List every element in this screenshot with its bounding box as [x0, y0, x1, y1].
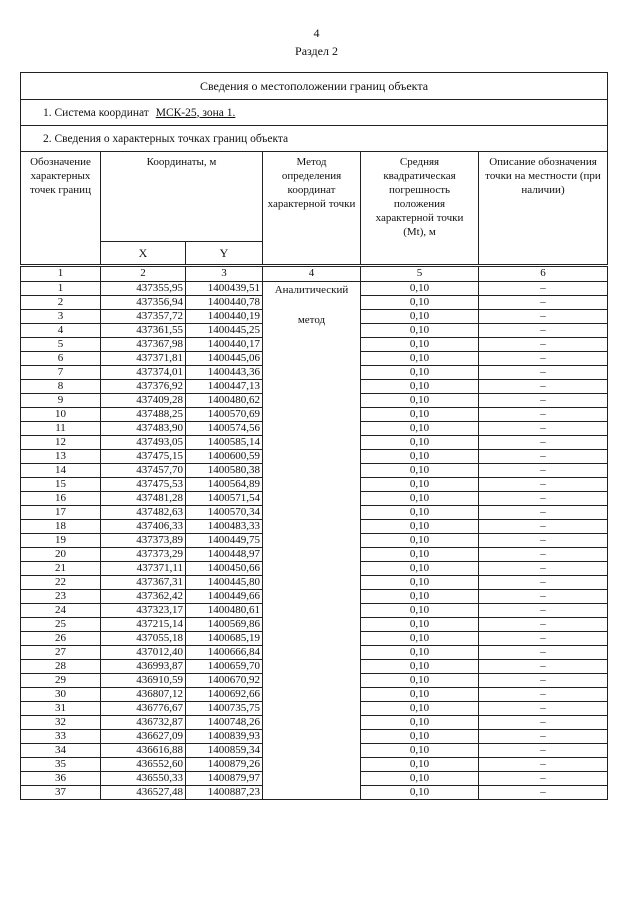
section-title: Раздел 2	[295, 44, 338, 58]
point-number: 15	[21, 478, 101, 492]
coord-y: 1400480,61	[186, 604, 263, 618]
coord-system-row	[21, 100, 608, 126]
accuracy-value: 0,10	[361, 506, 479, 520]
accuracy-value: 0,10	[361, 534, 479, 548]
coord-y: 1400666,84	[186, 646, 263, 660]
coord-y: 1400659,70	[186, 660, 263, 674]
point-number: 35	[21, 758, 101, 772]
description-value: –	[479, 436, 608, 450]
header-y: Y	[186, 242, 263, 266]
coord-y: 1400450,66	[186, 562, 263, 576]
coord-y: 1400440,17	[186, 338, 263, 352]
accuracy-value: 0,10	[361, 632, 479, 646]
coord-y: 1400571,54	[186, 492, 263, 506]
description-value: –	[479, 590, 608, 604]
coord-x: 437483,90	[101, 422, 186, 436]
column-number: 1	[21, 266, 101, 282]
column-number: 6	[479, 266, 608, 282]
coord-y: 1400585,14	[186, 436, 263, 450]
point-number: 6	[21, 352, 101, 366]
accuracy-value: 0,10	[361, 716, 479, 730]
description-value: –	[479, 618, 608, 632]
point-number: 28	[21, 660, 101, 674]
accuracy-value: 0,10	[361, 590, 479, 604]
accuracy-value: 0,10	[361, 478, 479, 492]
description-value: –	[479, 632, 608, 646]
accuracy-value: 0,10	[361, 520, 479, 534]
accuracy-value: 0,10	[361, 674, 479, 688]
description-value: –	[479, 380, 608, 394]
point-number: 2	[21, 296, 101, 310]
description-value: –	[479, 492, 608, 506]
coord-y: 1400600,59	[186, 450, 263, 464]
coord-x: 437367,98	[101, 338, 186, 352]
point-number: 23	[21, 590, 101, 604]
header-coordinates: Координаты, м	[101, 152, 263, 242]
accuracy-value: 0,10	[361, 380, 479, 394]
coord-y: 1400580,38	[186, 464, 263, 478]
description-value: –	[479, 674, 608, 688]
coord-y: 1400670,92	[186, 674, 263, 688]
description-value: –	[479, 296, 608, 310]
accuracy-value: 0,10	[361, 338, 479, 352]
coord-x: 436993,87	[101, 660, 186, 674]
accuracy-value: 0,10	[361, 422, 479, 436]
accuracy-value: 0,10	[361, 660, 479, 674]
point-number: 7	[21, 366, 101, 380]
accuracy-value: 0,10	[361, 464, 479, 478]
coord-x: 436732,87	[101, 716, 186, 730]
coord-x: 437371,81	[101, 352, 186, 366]
point-number: 18	[21, 520, 101, 534]
coord-x: 437357,72	[101, 310, 186, 324]
description-value: –	[479, 786, 608, 800]
description-value: –	[479, 394, 608, 408]
coord-y: 1400570,69	[186, 408, 263, 422]
coord-y: 1400574,56	[186, 422, 263, 436]
coord-x: 437493,05	[101, 436, 186, 450]
description-value: –	[479, 282, 608, 296]
coord-x: 437482,63	[101, 506, 186, 520]
coord-x: 436527,48	[101, 786, 186, 800]
coord-x: 436550,33	[101, 772, 186, 786]
table-row	[21, 282, 608, 296]
header-description: Описание обозначения точки на местности (при наличии)	[479, 152, 608, 266]
point-number: 16	[21, 492, 101, 506]
point-number: 14	[21, 464, 101, 478]
coord-x: 437323,17	[101, 604, 186, 618]
coord-x: 437481,28	[101, 492, 186, 506]
coord-x: 436776,67	[101, 702, 186, 716]
page-number: 4	[313, 26, 320, 40]
coord-y: 1400564,89	[186, 478, 263, 492]
description-value: –	[479, 772, 608, 786]
description-value: –	[479, 338, 608, 352]
coord-system-value: МСК-25, зона 1.	[155, 106, 236, 119]
description-value: –	[479, 646, 608, 660]
point-number: 9	[21, 394, 101, 408]
points-heading: 2. Сведения о характерных точках границ объекта	[21, 126, 608, 152]
coord-y: 1400440,19	[186, 310, 263, 324]
coord-x: 436552,60	[101, 758, 186, 772]
description-value: –	[479, 730, 608, 744]
coord-y: 1400439,51	[186, 282, 263, 296]
description-value: –	[479, 506, 608, 520]
point-number: 5	[21, 338, 101, 352]
coord-x: 437361,55	[101, 324, 186, 338]
accuracy-value: 0,10	[361, 562, 479, 576]
method-cell	[263, 282, 361, 800]
accuracy-value: 0,10	[361, 296, 479, 310]
coord-y: 1400445,25	[186, 324, 263, 338]
description-value: –	[479, 548, 608, 562]
accuracy-value: 0,10	[361, 702, 479, 716]
coord-x: 437475,53	[101, 478, 186, 492]
description-value: –	[479, 324, 608, 338]
point-number: 34	[21, 744, 101, 758]
point-number: 26	[21, 632, 101, 646]
coord-y: 1400449,75	[186, 534, 263, 548]
description-value: –	[479, 758, 608, 772]
point-number: 10	[21, 408, 101, 422]
coord-y: 1400735,75	[186, 702, 263, 716]
accuracy-value: 0,10	[361, 744, 479, 758]
description-value: –	[479, 604, 608, 618]
coord-y: 1400879,26	[186, 758, 263, 772]
header-accuracy: Средняя квадратическая погрешность положения характерной точки (Mt), м	[361, 152, 479, 266]
description-value: –	[479, 702, 608, 716]
header-x: X	[101, 242, 186, 266]
description-value: –	[479, 576, 608, 590]
coord-x: 437355,95	[101, 282, 186, 296]
point-number: 19	[21, 534, 101, 548]
accuracy-value: 0,10	[361, 758, 479, 772]
column-number: 3	[186, 266, 263, 282]
accuracy-value: 0,10	[361, 548, 479, 562]
column-number: 2	[101, 266, 186, 282]
header-method: Метод определения координат характерной точки	[263, 152, 361, 266]
coord-system-label: 1. Система координат	[43, 106, 149, 119]
coord-x: 437488,25	[101, 408, 186, 422]
coord-x: 436807,12	[101, 688, 186, 702]
coord-x: 436627,09	[101, 730, 186, 744]
point-number: 36	[21, 772, 101, 786]
description-value: –	[479, 408, 608, 422]
point-number: 37	[21, 786, 101, 800]
point-number: 33	[21, 730, 101, 744]
point-number: 32	[21, 716, 101, 730]
accuracy-value: 0,10	[361, 450, 479, 464]
point-number: 3	[21, 310, 101, 324]
coord-y: 1400449,66	[186, 590, 263, 604]
coord-x: 437371,11	[101, 562, 186, 576]
point-number: 1	[21, 282, 101, 296]
accuracy-value: 0,10	[361, 730, 479, 744]
column-numbers-row	[21, 266, 608, 282]
coord-y: 1400887,23	[186, 786, 263, 800]
coord-x: 437374,01	[101, 366, 186, 380]
coord-x: 437457,70	[101, 464, 186, 478]
coord-x: 437376,92	[101, 380, 186, 394]
point-number: 13	[21, 450, 101, 464]
description-value: –	[479, 352, 608, 366]
coord-x: 437409,28	[101, 394, 186, 408]
coord-y: 1400692,66	[186, 688, 263, 702]
coord-y: 1400839,93	[186, 730, 263, 744]
description-value: –	[479, 534, 608, 548]
accuracy-value: 0,10	[361, 352, 479, 366]
coord-y: 1400443,36	[186, 366, 263, 380]
coord-x: 437215,14	[101, 618, 186, 632]
point-number: 8	[21, 380, 101, 394]
coord-x: 437055,18	[101, 632, 186, 646]
point-number: 25	[21, 618, 101, 632]
accuracy-value: 0,10	[361, 688, 479, 702]
coord-y: 1400445,06	[186, 352, 263, 366]
description-value: –	[479, 660, 608, 674]
description-value: –	[479, 422, 608, 436]
description-value: –	[479, 464, 608, 478]
accuracy-value: 0,10	[361, 492, 479, 506]
coord-x: 437373,89	[101, 534, 186, 548]
description-value: –	[479, 450, 608, 464]
point-number: 31	[21, 702, 101, 716]
point-number: 24	[21, 604, 101, 618]
accuracy-value: 0,10	[361, 786, 479, 800]
point-number: 4	[21, 324, 101, 338]
method-line-1: Аналитический	[274, 284, 349, 296]
point-number: 27	[21, 646, 101, 660]
coord-y: 1400570,34	[186, 506, 263, 520]
description-value: –	[479, 520, 608, 534]
accuracy-value: 0,10	[361, 436, 479, 450]
accuracy-value: 0,10	[361, 324, 479, 338]
coord-y: 1400685,19	[186, 632, 263, 646]
header-point-id: Обозначение характерных точек границ	[21, 152, 101, 266]
coord-y: 1400879,97	[186, 772, 263, 786]
column-number: 4	[263, 266, 361, 282]
point-number: 12	[21, 436, 101, 450]
coord-x: 437475,15	[101, 450, 186, 464]
accuracy-value: 0,10	[361, 646, 479, 660]
table-caption: Сведения о местоположении границ объекта	[21, 73, 608, 100]
accuracy-value: 0,10	[361, 772, 479, 786]
column-number: 5	[361, 266, 479, 282]
accuracy-value: 0,10	[361, 394, 479, 408]
accuracy-value: 0,10	[361, 604, 479, 618]
description-value: –	[479, 562, 608, 576]
description-value: –	[479, 744, 608, 758]
coord-y: 1400480,62	[186, 394, 263, 408]
accuracy-value: 0,10	[361, 366, 479, 380]
description-value: –	[479, 716, 608, 730]
coord-y: 1400440,78	[186, 296, 263, 310]
coord-x: 437356,94	[101, 296, 186, 310]
coord-x: 437373,29	[101, 548, 186, 562]
coord-y: 1400448,97	[186, 548, 263, 562]
coord-y: 1400483,33	[186, 520, 263, 534]
method-line-2: метод	[297, 314, 326, 326]
description-value: –	[479, 478, 608, 492]
point-number: 22	[21, 576, 101, 590]
boundary-points-table	[20, 72, 608, 800]
accuracy-value: 0,10	[361, 408, 479, 422]
accuracy-value: 0,10	[361, 618, 479, 632]
point-number: 17	[21, 506, 101, 520]
description-value: –	[479, 310, 608, 324]
coord-y: 1400748,26	[186, 716, 263, 730]
coord-x: 436910,59	[101, 674, 186, 688]
point-number: 21	[21, 562, 101, 576]
point-number: 20	[21, 548, 101, 562]
description-value: –	[479, 366, 608, 380]
accuracy-value: 0,10	[361, 310, 479, 324]
description-value: –	[479, 688, 608, 702]
coord-y: 1400569,86	[186, 618, 263, 632]
point-number: 29	[21, 674, 101, 688]
coord-x: 437406,33	[101, 520, 186, 534]
coord-y: 1400447,13	[186, 380, 263, 394]
coord-y: 1400445,80	[186, 576, 263, 590]
point-number: 30	[21, 688, 101, 702]
point-number: 11	[21, 422, 101, 436]
coord-x: 437012,40	[101, 646, 186, 660]
accuracy-value: 0,10	[361, 282, 479, 296]
accuracy-value: 0,10	[361, 576, 479, 590]
coord-x: 437362,42	[101, 590, 186, 604]
coord-y: 1400859,34	[186, 744, 263, 758]
coord-x: 437367,31	[101, 576, 186, 590]
coord-x: 436616,88	[101, 744, 186, 758]
